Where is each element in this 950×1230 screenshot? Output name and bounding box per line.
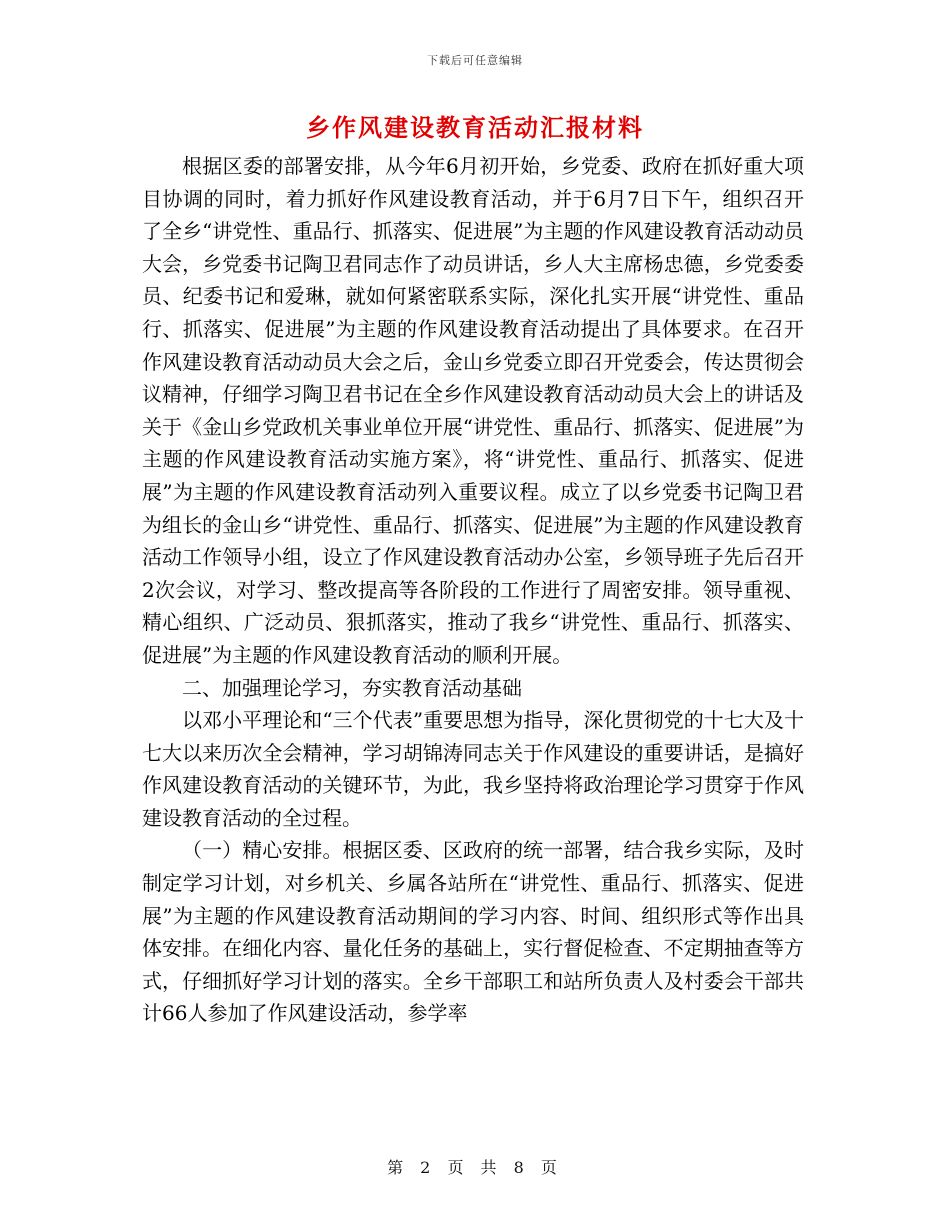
section-heading: 二、加强理论学习，夯实教育活动基础 — [182, 675, 522, 700]
document-title: 乡作风建设教育活动汇报材料 — [306, 113, 644, 142]
body-paragraph: 根据区委的部署安排，从今年6月初开始，乡党委、政府在抓好重大项目协调的同时，着力抓好作风建设教育活动，并于6月7日下午，组织召开了全乡“讲党性、重品行、抓落实、促进展”为主题的作风建设教育活动动员大会，乡党委书记陶卫君同志作了动员讲话，乡人大主席杨忠德，乡党委委员、纪委书记和爱琳，就如何紧密联系实际，深化扎实开展“讲党性、重品行、抓落实、促进展”为主题的作风建设教育活动提出了具体要求。在召开作风建设教育活动动员大会之后，金山乡党委立即召开党委会，传达贯彻会议精神，仔细学习陶卫君书记在全乡作风建设教育活动动员大会上的讲话及关于《金山乡党政机关事业单位开展“讲党性、重品行、抓落实、促进展”为主题的作风建设教育活动实施方案》，将“讲党性、重品行、抓落实、促进展”为主题的作风建设教育活动列入重要议程。成立了以乡党委书记陶卫君为组长的金山乡“讲党性、重品行、抓落实、促进展”为主题的作风建设教育活动工作领导小组，设立了作风建设教育活动办公室，乡领导班子先后召开2次会议，对学习、整改提高等各阶段的工作进行了周密安排。领导重视、精心组织、广泛动员、狠抓落实，推动了我乡“讲党性、重品行、抓落实、促进展”为主题的作风建设教育活动的顺利开展。 — [142, 154, 804, 667]
page-number: 第 2 页 共 8 页 — [387, 1158, 563, 1177]
body-paragraph: （一）精心安排。根据区委、区政府的统一部署，结合我乡实际，及时制定学习计划，对乡机关、乡属各站所在“讲党性、重品行、抓落实、促进展”为主题的作风建设教育活动期间的学习内容、时间、组织形式等作出具体安排。在细化内容、量化任务的基础上，实行督促检查、不定期抽查等方式，仔细抓好学习计划的落实。全乡干部职工和站所负责人及村委会干部共计66人参加了作风建设活动，参学率 — [142, 838, 804, 1026]
document-body — [142, 150, 804, 1030]
body-paragraph: 以邓小平理论和“三个代表”重要思想为指导，深化贯彻党的十七大及十七大以来历次全会精神，学习胡锦涛同志关于作风建设的重要讲话，是搞好作风建设教育活动的关键环节，为此，我乡坚持将政治理论学习贯穿于作风建设教育活动的全过程。 — [142, 708, 804, 830]
page-header-note: 下载后可任意编辑 — [427, 54, 523, 67]
